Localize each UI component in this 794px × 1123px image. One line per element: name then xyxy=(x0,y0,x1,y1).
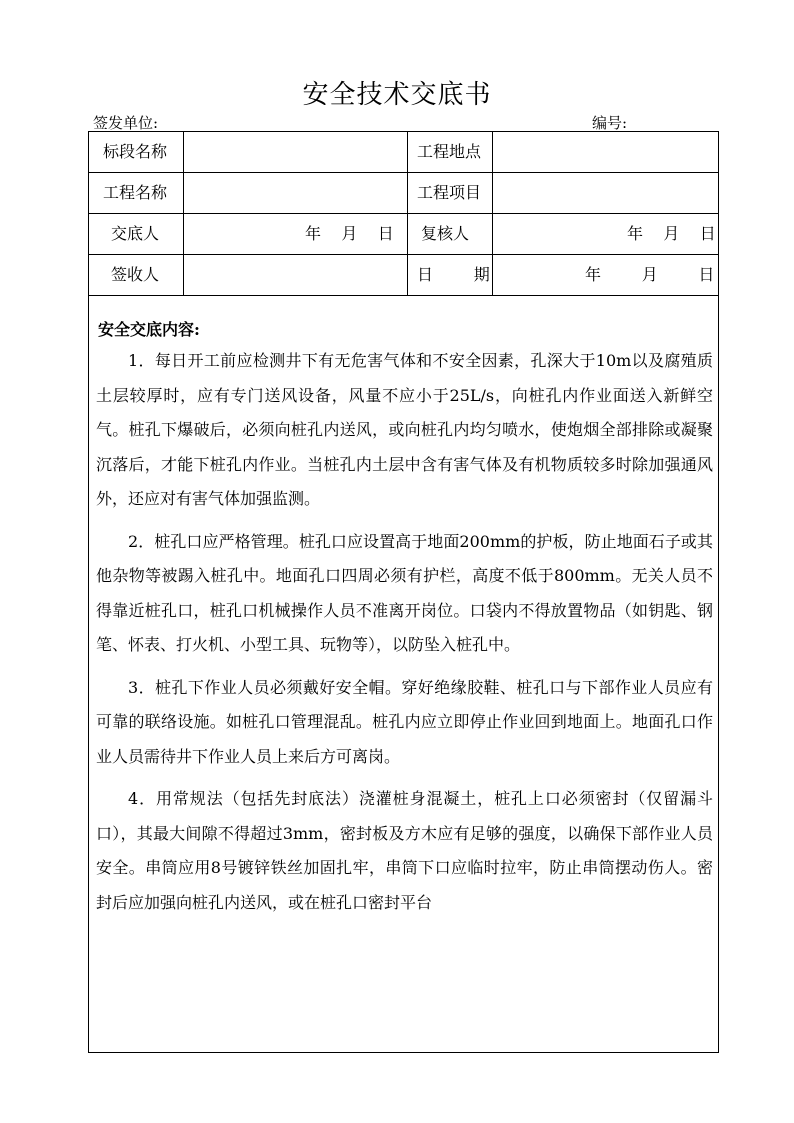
reviewer-label: 复核人 xyxy=(421,224,470,243)
content-paragraph: 3．桩孔下作业人员必须戴好安全帽。穿好绝缘胶鞋、桩孔口与下部作业人员应有可靠的联络设施。如桩孔口管理混乱。桩孔内应立即停止作业回到地面上。地面孔口作业人员需待井下作业人员上来后方可离岗。 xyxy=(96,677,713,766)
content-paragraph: 4．用常规法（包括先封底法）浇灌桩身混凝土，桩孔上口必须密封（仅留漏斗口），其最大间隙不得超过3mm，密封板及方木应有足够的强度，以确保下部作业人员安全。串筒应用8号镀锌铁丝加固扎牢，串筒下口应临时拉牢，防止串筒摆动伤人。密封后应加强向桩孔内送风，或在桩孔口密封平台 xyxy=(96,789,713,912)
briefer-date: 年 月 日 xyxy=(305,224,394,243)
briefing-content xyxy=(96,316,713,920)
column-divider xyxy=(183,132,184,295)
project-item-label: 工程项目 xyxy=(417,183,482,202)
reviewer-date: 年 月 日 xyxy=(627,224,716,243)
project-name-label: 工程名称 xyxy=(103,183,168,202)
date-label: 日 期 xyxy=(417,265,490,284)
receiver-date: 年 月 日 xyxy=(585,265,715,284)
row-divider xyxy=(89,295,718,296)
receiver-label: 签收人 xyxy=(111,265,160,284)
content-heading: 安全交底内容: xyxy=(98,320,200,339)
briefer-label: 交底人 xyxy=(111,224,160,243)
number-label: 编号: xyxy=(592,114,628,132)
column-divider xyxy=(492,132,493,295)
column-divider xyxy=(407,132,408,295)
section-name-label: 标段名称 xyxy=(103,142,168,161)
content-paragraph: 2．桩孔口应严格管理。桩孔口应设置高于地面200mm的护板，防止地面石子或其他杂物等被踢入桩孔中。地面孔口四周必须有护栏，高度不低于800mm。无关人员不得靠近桩孔口，桩孔口机械操作人员不准离开岗位。口袋内不得放置物品（如钥匙、钢笔、怀表、打火机、小型工具、玩物等），以防坠入桩孔中。 xyxy=(96,531,713,654)
project-location-label: 工程地点 xyxy=(417,142,482,161)
briefing-form xyxy=(88,131,719,1053)
document-title: 安全技术交底书 xyxy=(302,80,492,110)
issuing-unit-label: 签发单位: xyxy=(93,114,159,132)
content-paragraph: 1．每日开工前应检测井下有无危害气体和不安全因素，孔深大于10m以及腐殖质土层较厚时，应有专门送风设备，风量不应小于25L/s，向桩孔内作业面送入新鲜空气。桩孔下爆破后，必须向桩孔内送风，或向桩孔内均匀喷水，使炮烟全部排除或凝聚沉落后，才能下桩孔内作业。当桩孔内土层中含有害气体及有机物质较多时除加强通风外，还应对有害气体加强监测。 xyxy=(96,351,713,508)
